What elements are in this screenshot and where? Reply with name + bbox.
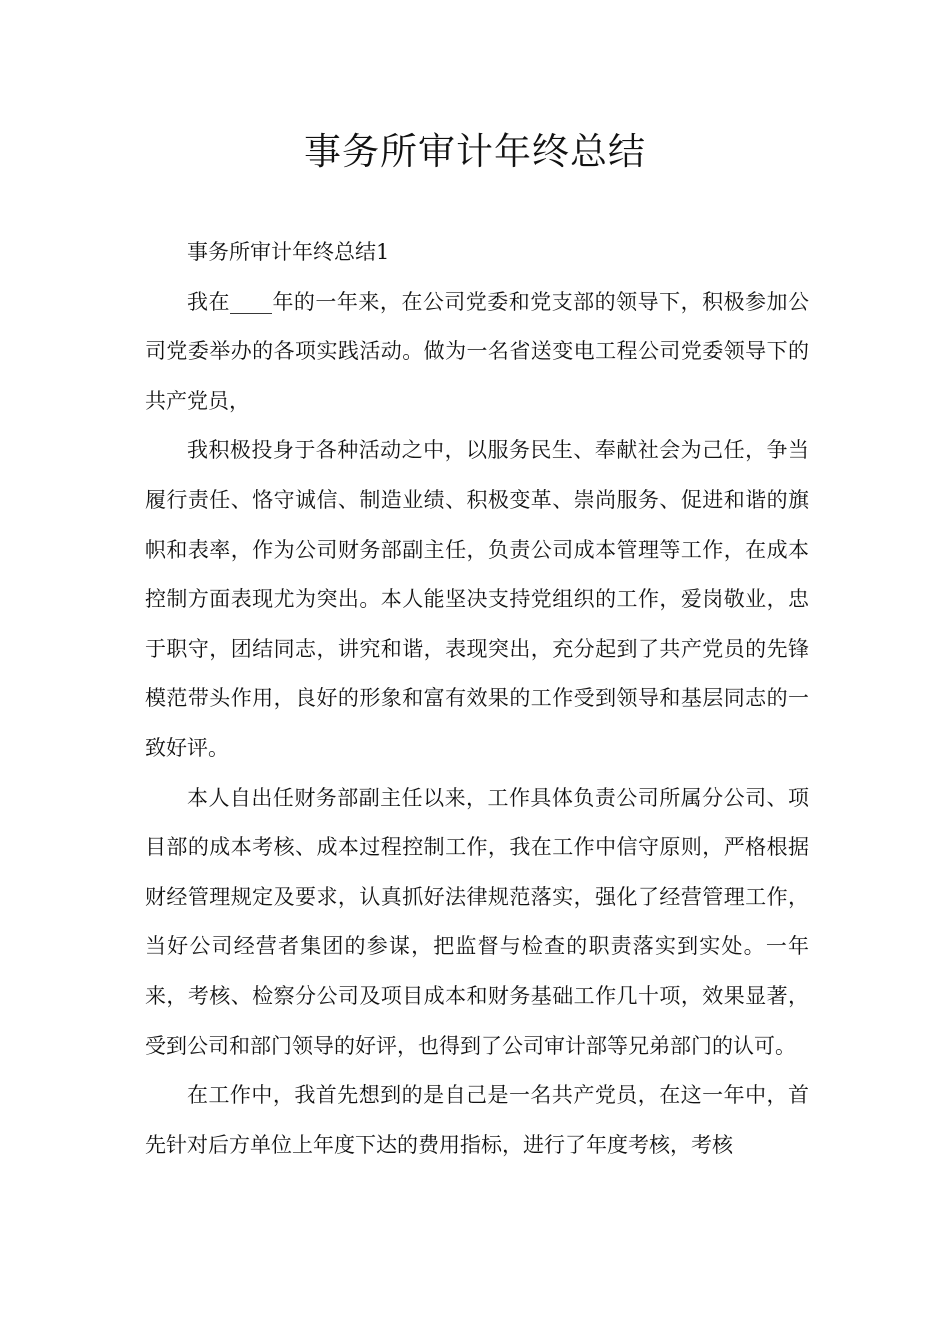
document-body: [145, 228, 809, 1170]
paragraph-4: 在工作中，我首先想到的是自己是一名共产党员，在这一年中，首先针对后方单位上年度下达的费用指标，进行了年度考核，考核: [145, 1083, 809, 1157]
document-title: 事务所审计年终总结: [304, 130, 646, 173]
paragraph-3: 本人自出任财务部副主任以来，工作具体负责公司所属分公司、项目部的成本考核、成本过程控制工作，我在工作中信守原则，严格根据财经管理规定及要求，认真抓好法律规范落实，强化了经营管理工作，当好公司经营者集团的参谋，把监督与检查的职责落实到实处。一年来，考核、检察分公司及项目成本和财务基础工作几十项，效果显著，受到公司和部门领导的好评，也得到了公司审计部等兄弟部门的认可。: [145, 785, 809, 1058]
paragraph-subtitle: 事务所审计年终总结1: [187, 240, 390, 264]
paragraph-2: 我积极投身于各种活动之中，以服务民生、奉献社会为己任，争当履行责任、恪守诚信、制造业绩、积极变革、崇尚服务、促进和谐的旗帜和表率，作为公司财务部副主任，负责公司成本管理等工作，在成本控制方面表现尤为突出。本人能坚决支持党组织的工作，爱岗敬业，忠于职守，团结同志，讲究和谐，表现突出，充分起到了共产党员的先锋模范带头作用，良好的形象和富有效果的工作受到领导和基层同志的一致好评。: [145, 438, 809, 760]
paragraph-1: 我在____年的一年来，在公司党委和党支部的领导下，积极参加公司党委举办的各项实践活动。做为一名省送变电工程公司党委领导下的共产党员，: [145, 289, 809, 413]
